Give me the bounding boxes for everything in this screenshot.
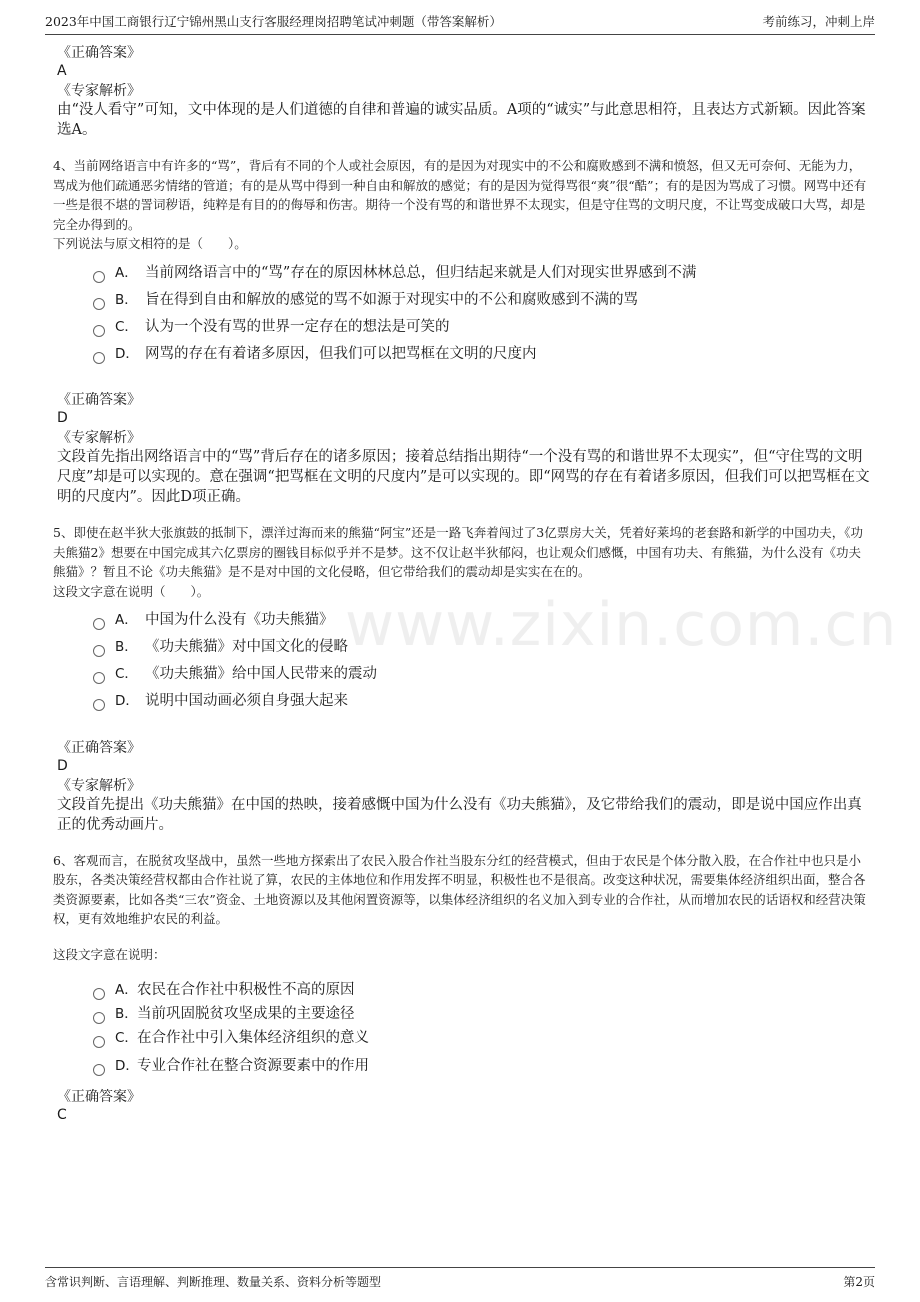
question-5-prompt: 这段文字意在说明（ ）。 — [53, 583, 210, 599]
question-4-options — [93, 259, 870, 367]
question-4-option-d[interactable]: D． 网骂的存在有着诸多原因，但我们可以把骂框在文明的尺度内 — [93, 340, 870, 367]
radio-icon[interactable] — [93, 699, 105, 711]
question-5-option-a[interactable]: A． 中国为什么没有《功夫熊猫》 — [93, 607, 870, 634]
question-6-option-a[interactable]: A． 农民在合作社中积极性不高的原因 — [93, 976, 870, 1004]
watermark: www.zixin.com.cn — [345, 590, 898, 660]
radio-icon[interactable] — [93, 645, 105, 657]
radio-icon[interactable] — [93, 672, 105, 684]
question-5-option-d[interactable]: D． 说明中国动画必须自身强大起来 — [93, 688, 870, 715]
correct-answer-value: A — [57, 63, 67, 79]
question-6-text: 6、客观而言，在脱贫攻坚战中，虽然一些地方探索出了农民入股合作社当股东分红的经营模式，但由于农民是个体分散入股，在合作社中也只是小股东，各类决策经营权都由合作社说了算，农民的主体地位和作用发挥不明显，积极性也不是很高。改变这种状况，需要集体经济组织出面，整合各类资源要素，比如各类“三农”资金、土地资源以及其他闲置资源等，以集体经济组织的名义加入到专业的合作社，从而增加农民的话语权和经营决策权，更有效地维护农民的利益。 — [53, 852, 866, 926]
question-6-options — [93, 976, 870, 1080]
question-4-text: 4、当前网络语言中有许多的“骂”，背后有不同的个人或社会原因，有的是因为对现实中的不公和腐败感到不满和愤怒，但又无可奈何、无能为力，骂成为他们疏通恶劣情绪的管道；有的是从骂中得到一种自由和解放的感觉；有的是因为觉得骂很“爽”很“酷”；有的是因为骂成了习惯。网骂中还有一些是很不堪的詈词秽语，纯粹是有目的的侮辱和伤害。期待一个没有骂的和谐世界不太现实，但是守住骂的文明尺度，不让骂变成破口大骂，却是完全办得到的。 — [53, 158, 867, 232]
expert-analysis-text: 文段首先提出《功夫熊猫》在中国的热映，接着感慨中国为什么没有《功夫熊猫》，及它带给我们的震动，即是说中国应作出真正的优秀动画片。 — [57, 796, 862, 833]
page-number: 第2页 — [843, 1275, 875, 1289]
expert-analysis-label: 《专家解析》 — [57, 83, 141, 99]
correct-answer-value: C — [57, 1106, 67, 1123]
question-4-option-c[interactable]: C． 认为一个没有骂的世界一定存在的想法是可笑的 — [93, 313, 870, 340]
page-footer — [45, 1267, 875, 1289]
page-content — [53, 44, 870, 1124]
correct-answer-label: 《正确答案》 — [57, 392, 141, 408]
question-5-option-c[interactable]: C． 《功夫熊猫》给中国人民带来的震动 — [93, 661, 870, 688]
radio-icon[interactable] — [93, 1036, 105, 1048]
correct-answer-label: 《正确答案》 — [57, 45, 141, 61]
radio-icon[interactable] — [93, 271, 105, 283]
question-4-option-a[interactable]: A． 当前网络语言中的“骂”存在的原因林林总总，但归结起来就是人们对现实世界感到不满 — [93, 259, 870, 286]
radio-icon[interactable] — [93, 988, 105, 1000]
radio-icon[interactable] — [93, 1012, 105, 1024]
question-6-option-d[interactable]: D． 专业合作社在整合资源要素中的作用 — [93, 1052, 870, 1080]
question-6-prompt: 这段文字意在说明： — [53, 946, 166, 962]
header-title: 2023年中国工商银行辽宁锦州黑山支行客服经理岗招聘笔试冲刺题（带答案解析） — [45, 14, 502, 29]
expert-analysis-label: 《专家解析》 — [57, 430, 141, 446]
correct-answer-label: 《正确答案》 — [57, 1088, 141, 1105]
radio-icon[interactable] — [93, 325, 105, 337]
question-6-option-b[interactable]: B． 当前巩固脱贫攻坚成果的主要途径 — [93, 1004, 870, 1024]
header-slogan: 考前练习，冲刺上岸 — [762, 14, 875, 29]
radio-icon[interactable] — [93, 618, 105, 630]
expert-analysis-text: 由“没人看守”可知，文中体现的是人们道德的自律和普遍的诚实品质。A项的“诚实”与此意思相符，且表达方式新颖。因此答案选A。 — [57, 102, 866, 138]
correct-answer-value: D — [57, 757, 68, 774]
expert-analysis-text: 文段首先指出网络语言中的“骂”背后存在的诸多原因；接着总结指出期待“一个没有骂的和谐世界不太现实”，但“守住骂的文明尺度”却是可以实现的。意在强调“把骂框在文明的尺度内”是可以实现的。即“网骂的存在有着诸多原因，但我们可以把骂框在文明的尺度内”。因此D项正确。 — [57, 449, 870, 505]
question-5-option-b[interactable]: B． 《功夫熊猫》对中国文化的侵略 — [93, 634, 870, 661]
question-4-prompt: 下列说法与原文相符的是（ ）。 — [53, 236, 247, 251]
radio-icon[interactable] — [93, 352, 105, 364]
correct-answer-value: D — [57, 410, 68, 426]
expert-analysis-label: 《专家解析》 — [57, 777, 141, 794]
page-header — [45, 0, 875, 35]
question-6-option-c[interactable]: C． 在合作社中引入集体经济组织的意义 — [93, 1024, 870, 1052]
question-5-text: 5、即使在赵半狄大张旗鼓的抵制下，漂洋过海而来的熊猫“阿宝”还是一路飞奔着闯过了3亿票房大关，凭着好莱坞的老套路和新学的中国功夫，《功夫熊猫2》想要在中国完成其六亿票房的圈钱目标似乎并不是梦。这不仅让赵半狄郁闷，也让观众们感慨，中国有功夫、有熊猫，为什么没有《功夫熊猫》？暂且不论《功夫熊猫》是不是对中国的文化侵略，但它带给我们的震动却是实实在在的。 — [53, 525, 863, 579]
question-5-options — [93, 607, 870, 715]
correct-answer-label: 《正确答案》 — [57, 739, 141, 756]
footer-topics: 含常识判断、言语理解、判断推理、数量关系、资料分析等题型 — [45, 1275, 382, 1289]
radio-icon[interactable] — [93, 1064, 105, 1076]
radio-icon[interactable] — [93, 298, 105, 310]
question-4-option-b[interactable]: B． 旨在得到自由和解放的感觉的骂不如源于对现实中的不公和腐败感到不满的骂 — [93, 286, 870, 313]
